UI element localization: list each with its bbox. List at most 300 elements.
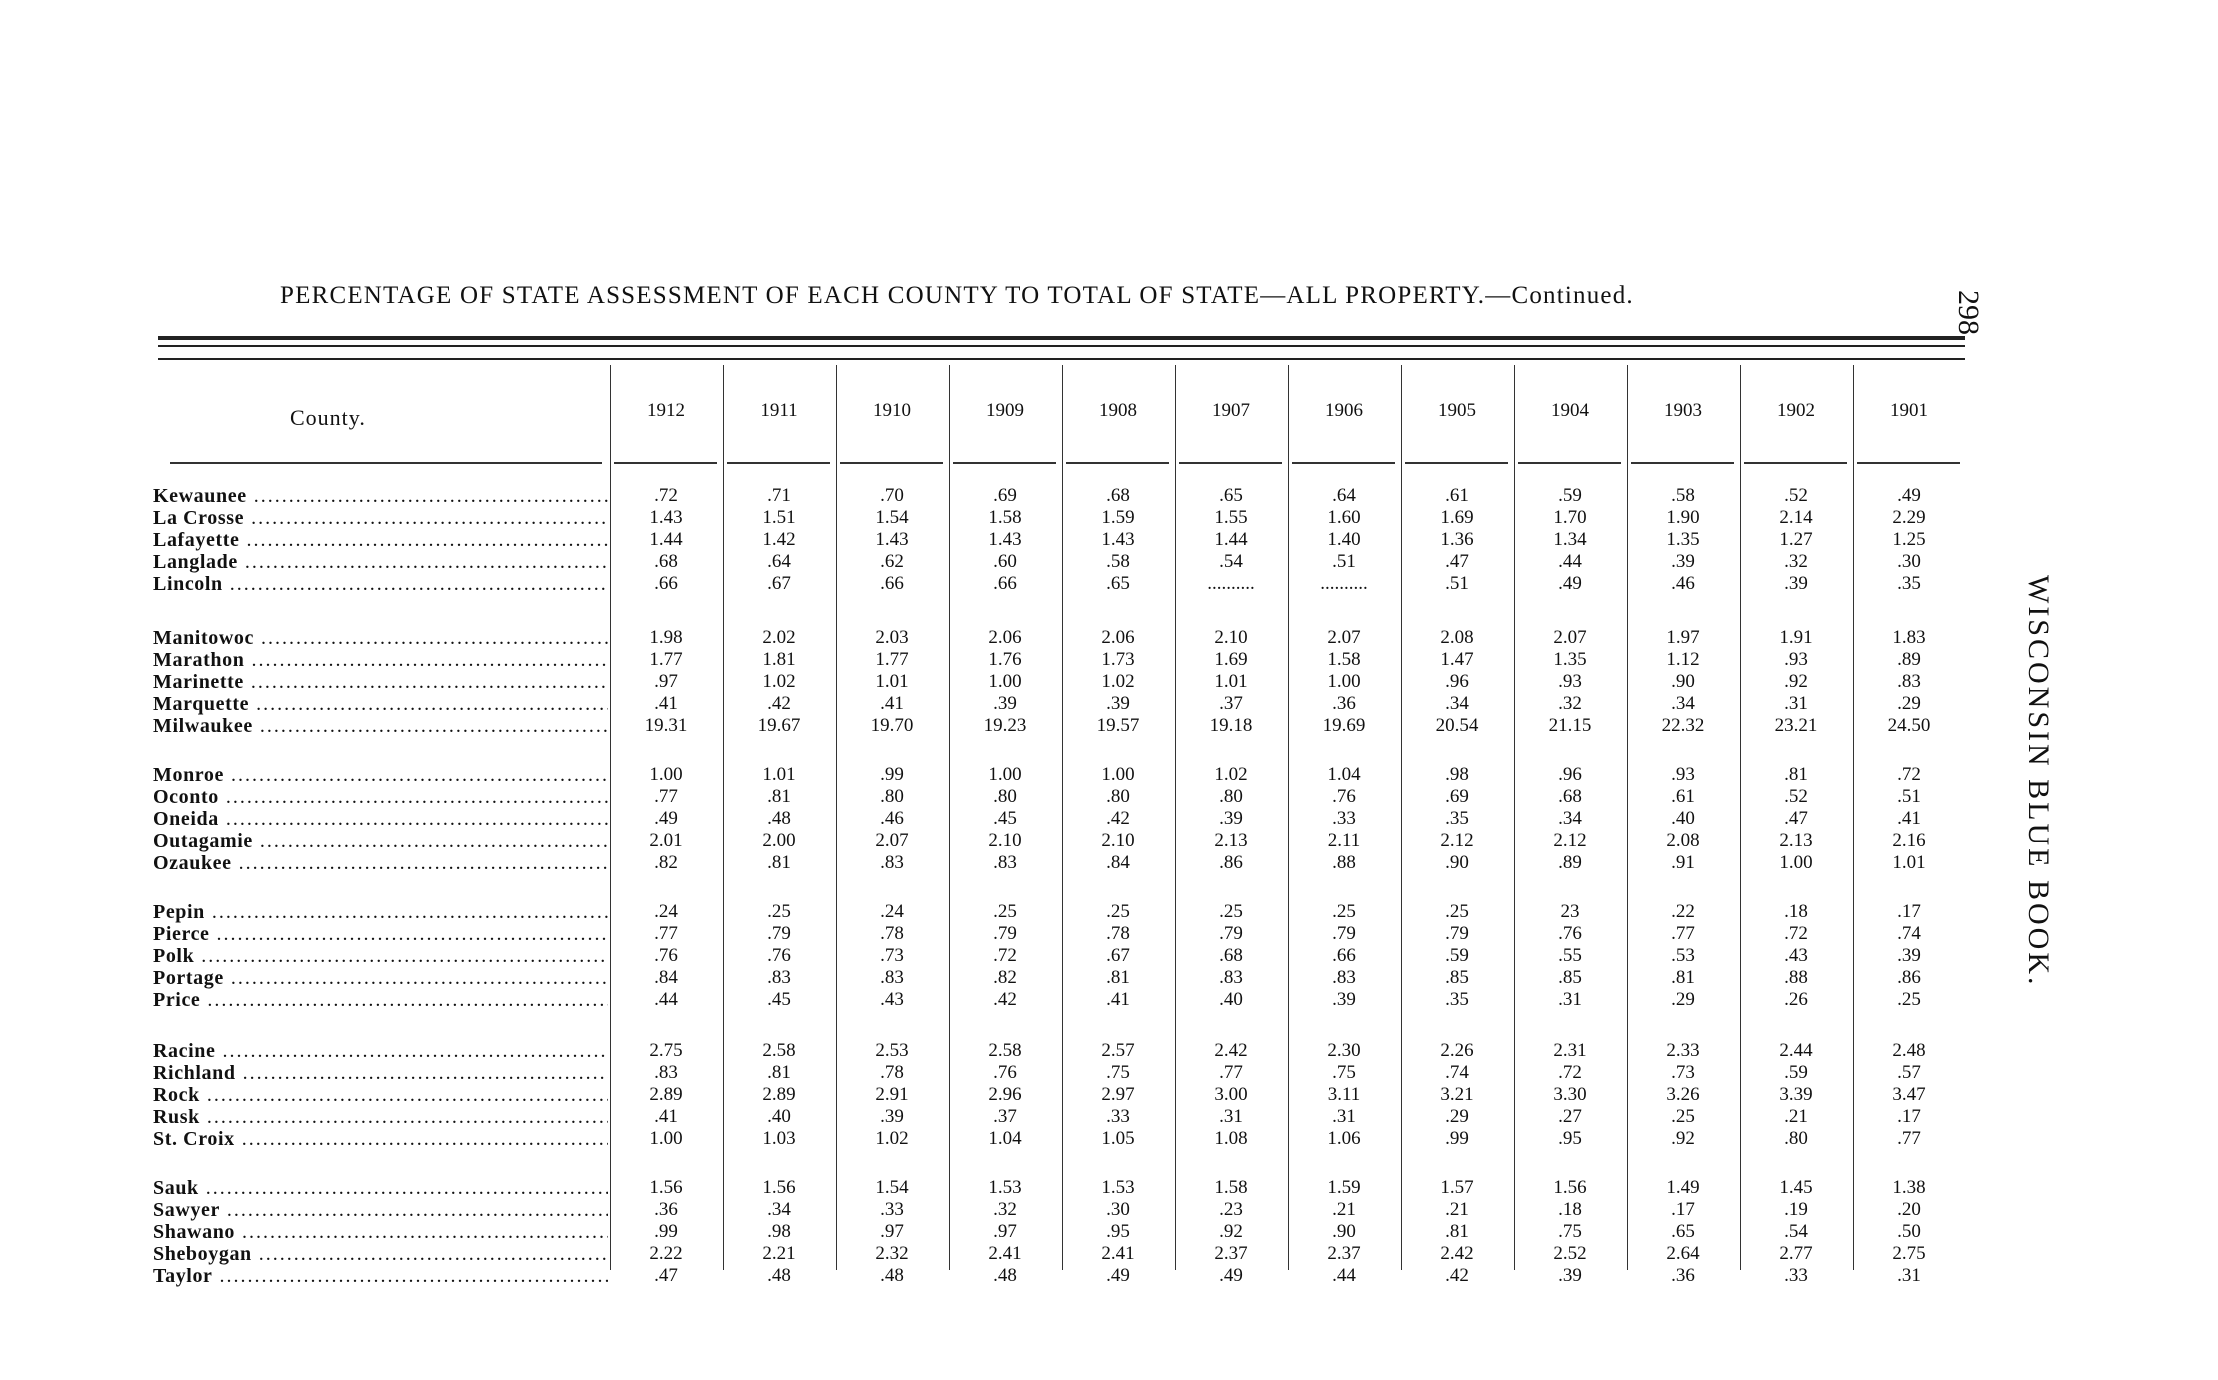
- percentage-cell: 2.41: [988, 1243, 1022, 1264]
- percentage-cell: .83: [654, 1062, 678, 1083]
- percentage-cell: 1.77: [649, 649, 683, 670]
- percentage-cell: .25: [1671, 1106, 1695, 1127]
- percentage-cell: 1.69: [1440, 507, 1474, 528]
- year-header: 1907: [1212, 400, 1250, 421]
- percentage-cell: .83: [880, 852, 904, 873]
- percentage-cell: 24.50: [1887, 715, 1931, 736]
- percentage-cell: .39: [1106, 693, 1130, 714]
- percentage-cell: .48: [993, 1265, 1017, 1286]
- header-underline: [727, 462, 830, 464]
- percentage-cell: .41: [1106, 989, 1130, 1010]
- percentage-cell: .29: [1671, 989, 1695, 1010]
- top-rule-thin: [158, 345, 1965, 347]
- percentage-cell: 2.32: [875, 1243, 909, 1264]
- table-row: [150, 627, 1965, 649]
- percentage-cell: 1.56: [1553, 1177, 1587, 1198]
- percentage-cell: 2.03: [875, 627, 909, 648]
- percentage-cell: 21.15: [1548, 715, 1592, 736]
- percentage-cell: 1.60: [1327, 507, 1361, 528]
- percentage-cell: 2.08: [1666, 830, 1700, 851]
- percentage-cell: 1.59: [1101, 507, 1135, 528]
- percentage-cell: 1.47: [1440, 649, 1474, 670]
- percentage-cell: .75: [1332, 1062, 1356, 1083]
- percentage-cell: 19.31: [644, 715, 688, 736]
- percentage-cell: .51: [1445, 573, 1469, 594]
- percentage-cell: .84: [654, 967, 678, 988]
- percentage-cell: .37: [1219, 693, 1243, 714]
- percentage-cell: 1.02: [1214, 764, 1248, 785]
- county-name: Richland .....: [153, 1062, 608, 1084]
- percentage-cell: 2.41: [1101, 1243, 1135, 1264]
- percentage-cell: .48: [880, 1265, 904, 1286]
- percentage-cell: .88: [1332, 852, 1356, 873]
- county-name: Portage .....: [153, 967, 608, 989]
- percentage-cell: 1.58: [1327, 649, 1361, 670]
- percentage-cell: .22: [1671, 901, 1695, 922]
- percentage-cell: .39: [1897, 945, 1921, 966]
- percentage-cell: 1.56: [762, 1177, 796, 1198]
- county-name: Oneida .....: [153, 808, 608, 830]
- percentage-cell: .42: [1445, 1265, 1469, 1286]
- percentage-cell: 2.30: [1327, 1040, 1361, 1061]
- percentage-cell: .45: [993, 808, 1017, 829]
- percentage-cell: 2.89: [762, 1084, 796, 1105]
- header-underline: [614, 462, 717, 464]
- assessment-table: [150, 360, 1965, 1287]
- table-row: [150, 693, 1965, 715]
- table-row: [150, 1128, 1965, 1150]
- percentage-cell: 1.38: [1892, 1177, 1926, 1198]
- column-divider: [949, 365, 950, 1270]
- percentage-cell: .96: [1558, 764, 1582, 785]
- table-row: [150, 1177, 1965, 1199]
- percentage-cell: .83: [1219, 967, 1243, 988]
- percentage-cell: .88: [1784, 967, 1808, 988]
- percentage-cell: 1.43: [875, 529, 909, 550]
- percentage-cell: .83: [880, 967, 904, 988]
- percentage-cell: .59: [1445, 945, 1469, 966]
- percentage-cell: .81: [1784, 764, 1808, 785]
- percentage-cell: .81: [1671, 967, 1695, 988]
- percentage-cell: .17: [1897, 901, 1921, 922]
- percentage-cell: .67: [767, 573, 791, 594]
- header-underline: [1405, 462, 1508, 464]
- percentage-cell: 1.57: [1440, 1177, 1474, 1198]
- percentage-cell: 1.12: [1666, 649, 1700, 670]
- percentage-cell: 2.16: [1892, 830, 1926, 851]
- county-name: La Crosse .....: [153, 507, 608, 529]
- percentage-cell: .71: [767, 485, 791, 506]
- percentage-cell: .34: [1445, 693, 1469, 714]
- county-name: Shawano .....: [153, 1221, 608, 1243]
- percentage-cell: 1.45: [1779, 1177, 1813, 1198]
- percentage-cell: 1.08: [1214, 1128, 1248, 1149]
- percentage-cell: 1.42: [762, 529, 796, 550]
- percentage-cell: 3.47: [1892, 1084, 1926, 1105]
- percentage-cell: .66: [993, 573, 1017, 594]
- percentage-cell: .33: [1106, 1106, 1130, 1127]
- percentage-cell: 19.67: [757, 715, 801, 736]
- percentage-cell: 2.37: [1327, 1243, 1361, 1264]
- county-name: Pierce .....: [153, 923, 608, 945]
- percentage-cell: 1.44: [1214, 529, 1248, 550]
- percentage-cell: 2.07: [875, 830, 909, 851]
- percentage-cell: 1.00: [1101, 764, 1135, 785]
- column-divider: [1740, 365, 1741, 1270]
- percentage-cell: 1.70: [1553, 507, 1587, 528]
- row-group: [150, 901, 1965, 1011]
- percentage-cell: .83: [1332, 967, 1356, 988]
- percentage-cell: .97: [880, 1221, 904, 1242]
- percentage-cell: ..........: [1320, 573, 1368, 594]
- percentage-cell: .24: [654, 901, 678, 922]
- table-row: [150, 945, 1965, 967]
- percentage-cell: .43: [880, 989, 904, 1010]
- running-head: WISCONSIN BLUE BOOK.: [2022, 575, 2055, 988]
- percentage-cell: 2.91: [875, 1084, 909, 1105]
- percentage-cell: .25: [1445, 901, 1469, 922]
- percentage-cell: .53: [1671, 945, 1695, 966]
- percentage-cell: .99: [654, 1221, 678, 1242]
- percentage-cell: .97: [993, 1221, 1017, 1242]
- percentage-cell: 1.59: [1327, 1177, 1361, 1198]
- percentage-cell: 2.14: [1779, 507, 1813, 528]
- percentage-cell: 1.00: [1327, 671, 1361, 692]
- year-header: 1908: [1099, 400, 1137, 421]
- percentage-cell: .29: [1897, 693, 1921, 714]
- percentage-cell: .41: [654, 1106, 678, 1127]
- percentage-cell: 19.57: [1096, 715, 1140, 736]
- percentage-cell: .49: [1219, 1265, 1243, 1286]
- percentage-cell: .41: [880, 693, 904, 714]
- percentage-cell: .90: [1445, 852, 1469, 873]
- percentage-cell: .70: [880, 485, 904, 506]
- percentage-cell: .99: [880, 764, 904, 785]
- header-underline: [840, 462, 943, 464]
- percentage-cell: .65: [1106, 573, 1130, 594]
- percentage-cell: .73: [880, 945, 904, 966]
- table-row: [150, 573, 1965, 595]
- header-underline: [1066, 462, 1169, 464]
- percentage-cell: .79: [1445, 923, 1469, 944]
- percentage-cell: .75: [1106, 1062, 1130, 1083]
- percentage-cell: .74: [1897, 923, 1921, 944]
- percentage-cell: .30: [1106, 1199, 1130, 1220]
- year-header: 1911: [760, 400, 798, 421]
- percentage-cell: 1.00: [649, 764, 683, 785]
- percentage-cell: .72: [1897, 764, 1921, 785]
- table-row: [150, 649, 1965, 671]
- percentage-cell: 1.02: [762, 671, 796, 692]
- percentage-cell: .59: [1784, 1062, 1808, 1083]
- year-header: 1904: [1551, 400, 1589, 421]
- percentage-cell: .61: [1445, 485, 1469, 506]
- percentage-cell: 1.56: [649, 1177, 683, 1198]
- percentage-cell: .40: [767, 1106, 791, 1127]
- percentage-cell: 1.01: [762, 764, 796, 785]
- percentage-cell: .35: [1445, 808, 1469, 829]
- percentage-cell: .83: [767, 967, 791, 988]
- percentage-cell: .33: [1784, 1265, 1808, 1286]
- percentage-cell: .39: [1558, 1265, 1582, 1286]
- header-underline: [1631, 462, 1734, 464]
- percentage-cell: .33: [880, 1199, 904, 1220]
- header-underline: [953, 462, 1056, 464]
- percentage-cell: 1.54: [875, 507, 909, 528]
- table-row: [150, 1106, 1965, 1128]
- percentage-cell: .58: [1106, 551, 1130, 572]
- percentage-cell: 1.05: [1101, 1128, 1135, 1149]
- percentage-cell: .64: [1332, 485, 1356, 506]
- percentage-cell: 1.58: [1214, 1177, 1248, 1198]
- percentage-cell: .95: [1106, 1221, 1130, 1242]
- percentage-cell: .34: [1671, 693, 1695, 714]
- percentage-cell: 1.91: [1779, 627, 1813, 648]
- percentage-cell: 2.06: [1101, 627, 1135, 648]
- percentage-cell: .85: [1445, 967, 1469, 988]
- percentage-cell: .41: [654, 693, 678, 714]
- percentage-cell: .39: [993, 693, 1017, 714]
- percentage-cell: .93: [1784, 649, 1808, 670]
- row-group: [150, 1177, 1965, 1287]
- table-row: [150, 764, 1965, 786]
- percentage-cell: 2.10: [1214, 627, 1248, 648]
- percentage-cell: .23: [1219, 1199, 1243, 1220]
- county-name: Manitowoc .....: [153, 627, 608, 649]
- percentage-cell: .80: [1219, 786, 1243, 807]
- percentage-cell: .49: [1106, 1265, 1130, 1286]
- percentage-cell: 2.57: [1101, 1040, 1135, 1061]
- percentage-cell: .39: [1219, 808, 1243, 829]
- percentage-cell: 3.30: [1553, 1084, 1587, 1105]
- percentage-cell: .37: [993, 1106, 1017, 1127]
- percentage-cell: .75: [1558, 1221, 1582, 1242]
- percentage-cell: .31: [1332, 1106, 1356, 1127]
- county-name: Taylor .....: [153, 1265, 608, 1287]
- year-header: 1902: [1777, 400, 1815, 421]
- percentage-cell: 1.53: [1101, 1177, 1135, 1198]
- percentage-cell: .81: [1106, 967, 1130, 988]
- percentage-cell: 1.35: [1666, 529, 1700, 550]
- percentage-cell: 1.27: [1779, 529, 1813, 550]
- percentage-cell: 23: [1560, 901, 1580, 922]
- percentage-cell: .79: [1219, 923, 1243, 944]
- percentage-cell: .54: [1219, 551, 1243, 572]
- percentage-cell: .58: [1671, 485, 1695, 506]
- percentage-cell: .86: [1219, 852, 1243, 873]
- percentage-cell: 2.97: [1101, 1084, 1135, 1105]
- percentage-cell: .46: [1671, 573, 1695, 594]
- county-name: Rock .....: [153, 1084, 608, 1106]
- percentage-cell: .80: [1106, 786, 1130, 807]
- percentage-cell: 2.10: [1101, 830, 1135, 851]
- percentage-cell: .52: [1784, 786, 1808, 807]
- page-number: 298: [1952, 290, 1985, 335]
- percentage-cell: .79: [767, 923, 791, 944]
- percentage-cell: 19.23: [983, 715, 1027, 736]
- percentage-cell: .27: [1558, 1106, 1582, 1127]
- percentage-cell: 1.58: [988, 507, 1022, 528]
- table-row: [150, 485, 1965, 507]
- percentage-cell: 1.00: [649, 1128, 683, 1149]
- percentage-cell: 19.70: [870, 715, 914, 736]
- percentage-cell: 1.73: [1101, 649, 1135, 670]
- percentage-cell: 23.21: [1774, 715, 1818, 736]
- percentage-cell: .97: [654, 671, 678, 692]
- percentage-cell: 19.18: [1209, 715, 1253, 736]
- county-name: Sheboygan .....: [153, 1243, 608, 1265]
- county-name: Price .....: [153, 989, 608, 1011]
- header-underline: [1179, 462, 1282, 464]
- percentage-cell: .39: [1784, 573, 1808, 594]
- percentage-cell: .17: [1671, 1199, 1695, 1220]
- percentage-cell: .17: [1897, 1106, 1921, 1127]
- percentage-cell: 2.00: [762, 830, 796, 851]
- percentage-cell: .77: [1671, 923, 1695, 944]
- percentage-cell: .47: [654, 1265, 678, 1286]
- percentage-cell: 1.43: [988, 529, 1022, 550]
- column-divider: [723, 365, 724, 1270]
- county-name: Langlade .....: [153, 551, 608, 573]
- percentage-cell: .20: [1897, 1199, 1921, 1220]
- year-header: 1906: [1325, 400, 1363, 421]
- percentage-cell: .68: [1558, 786, 1582, 807]
- percentage-cell: 1.76: [988, 649, 1022, 670]
- percentage-cell: .76: [654, 945, 678, 966]
- percentage-cell: .47: [1445, 551, 1469, 572]
- table-row: [150, 852, 1965, 874]
- county-name: Lincoln .....: [153, 573, 608, 595]
- percentage-cell: 1.51: [762, 507, 796, 528]
- percentage-cell: 2.75: [1892, 1243, 1926, 1264]
- percentage-cell: 1.69: [1214, 649, 1248, 670]
- row-group: [150, 1040, 1965, 1150]
- percentage-cell: .31: [1558, 989, 1582, 1010]
- county-name: St. Croix .....: [153, 1128, 608, 1150]
- percentage-cell: .81: [767, 786, 791, 807]
- table-row: [150, 923, 1965, 945]
- percentage-cell: .35: [1897, 573, 1921, 594]
- percentage-cell: .42: [1106, 808, 1130, 829]
- percentage-cell: .39: [1671, 551, 1695, 572]
- percentage-cell: .49: [1558, 573, 1582, 594]
- percentage-cell: .57: [1897, 1062, 1921, 1083]
- county-name: Oconto .....: [153, 786, 608, 808]
- percentage-cell: 1.55: [1214, 507, 1248, 528]
- percentage-cell: 1.53: [988, 1177, 1022, 1198]
- percentage-cell: 2.64: [1666, 1243, 1700, 1264]
- percentage-cell: 2.42: [1440, 1243, 1474, 1264]
- percentage-cell: 2.29: [1892, 507, 1926, 528]
- percentage-cell: .44: [1558, 551, 1582, 572]
- column-divider: [836, 365, 837, 1270]
- percentage-cell: .96: [1445, 671, 1469, 692]
- percentage-cell: 1.06: [1327, 1128, 1361, 1149]
- percentage-cell: .72: [654, 485, 678, 506]
- table-row: [150, 1084, 1965, 1106]
- table-row: [150, 1221, 1965, 1243]
- percentage-cell: .54: [1784, 1221, 1808, 1242]
- percentage-cell: .42: [993, 989, 1017, 1010]
- percentage-cell: 1.01: [1214, 671, 1248, 692]
- percentage-cell: 2.96: [988, 1084, 1022, 1105]
- percentage-cell: 1.00: [1779, 852, 1813, 873]
- percentage-cell: .74: [1445, 1062, 1469, 1083]
- percentage-cell: .34: [767, 1199, 791, 1220]
- percentage-cell: .48: [767, 808, 791, 829]
- year-header: 1912: [647, 400, 685, 421]
- percentage-cell: .73: [1671, 1062, 1695, 1083]
- percentage-cell: .92: [1784, 671, 1808, 692]
- percentage-cell: .90: [1671, 671, 1695, 692]
- county-name: Marinette .....: [153, 671, 608, 693]
- percentage-cell: 1.90: [1666, 507, 1700, 528]
- percentage-cell: .47: [1784, 808, 1808, 829]
- percentage-cell: .31: [1897, 1265, 1921, 1286]
- table-row: [150, 901, 1965, 923]
- percentage-cell: 2.11: [1327, 830, 1361, 851]
- percentage-cell: .72: [993, 945, 1017, 966]
- percentage-cell: 1.04: [988, 1128, 1022, 1149]
- percentage-cell: .81: [1445, 1221, 1469, 1242]
- percentage-cell: 2.53: [875, 1040, 909, 1061]
- percentage-cell: 2.52: [1553, 1243, 1587, 1264]
- percentage-cell: 1.43: [1101, 529, 1135, 550]
- percentage-cell: 1.97: [1666, 627, 1700, 648]
- percentage-cell: .76: [993, 1062, 1017, 1083]
- year-header: 1901: [1890, 400, 1928, 421]
- percentage-cell: .90: [1332, 1221, 1356, 1242]
- percentage-cell: .46: [880, 808, 904, 829]
- county-name: Racine .....: [153, 1040, 608, 1062]
- table-row: [150, 1040, 1965, 1062]
- percentage-cell: .42: [767, 693, 791, 714]
- table-row: [150, 786, 1965, 808]
- percentage-cell: 2.01: [649, 830, 683, 851]
- percentage-cell: .39: [1332, 989, 1356, 1010]
- percentage-cell: .93: [1671, 764, 1695, 785]
- percentage-cell: .45: [767, 989, 791, 1010]
- header-underline: [170, 462, 602, 464]
- table-title: PERCENTAGE OF STATE ASSESSMENT OF EACH COUNTY TO TOTAL OF STATE—ALL PROPERTY.—Continued.: [280, 282, 1634, 309]
- percentage-cell: 3.21: [1440, 1084, 1474, 1105]
- table-row: [150, 507, 1965, 529]
- table-row: [150, 1265, 1965, 1287]
- percentage-cell: 1.34: [1553, 529, 1587, 550]
- percentage-cell: .25: [767, 901, 791, 922]
- percentage-cell: 1.36: [1440, 529, 1474, 550]
- county-name: Sawyer .....: [153, 1199, 608, 1221]
- percentage-cell: .29: [1445, 1106, 1469, 1127]
- percentage-cell: .44: [654, 989, 678, 1010]
- percentage-cell: .21: [1445, 1199, 1469, 1220]
- percentage-cell: .92: [1671, 1128, 1695, 1149]
- percentage-cell: .72: [1558, 1062, 1582, 1083]
- percentage-cell: .77: [654, 786, 678, 807]
- percentage-cell: 1.03: [762, 1128, 796, 1149]
- percentage-cell: 1.43: [649, 507, 683, 528]
- header-underline: [1292, 462, 1395, 464]
- percentage-cell: .25: [993, 901, 1017, 922]
- percentage-cell: .33: [1332, 808, 1356, 829]
- percentage-cell: .32: [1784, 551, 1808, 572]
- percentage-cell: 3.26: [1666, 1084, 1700, 1105]
- percentage-cell: .59: [1558, 485, 1582, 506]
- percentage-cell: .48: [767, 1265, 791, 1286]
- percentage-cell: 1.00: [988, 671, 1022, 692]
- percentage-cell: 2.89: [649, 1084, 683, 1105]
- percentage-cell: 2.37: [1214, 1243, 1248, 1264]
